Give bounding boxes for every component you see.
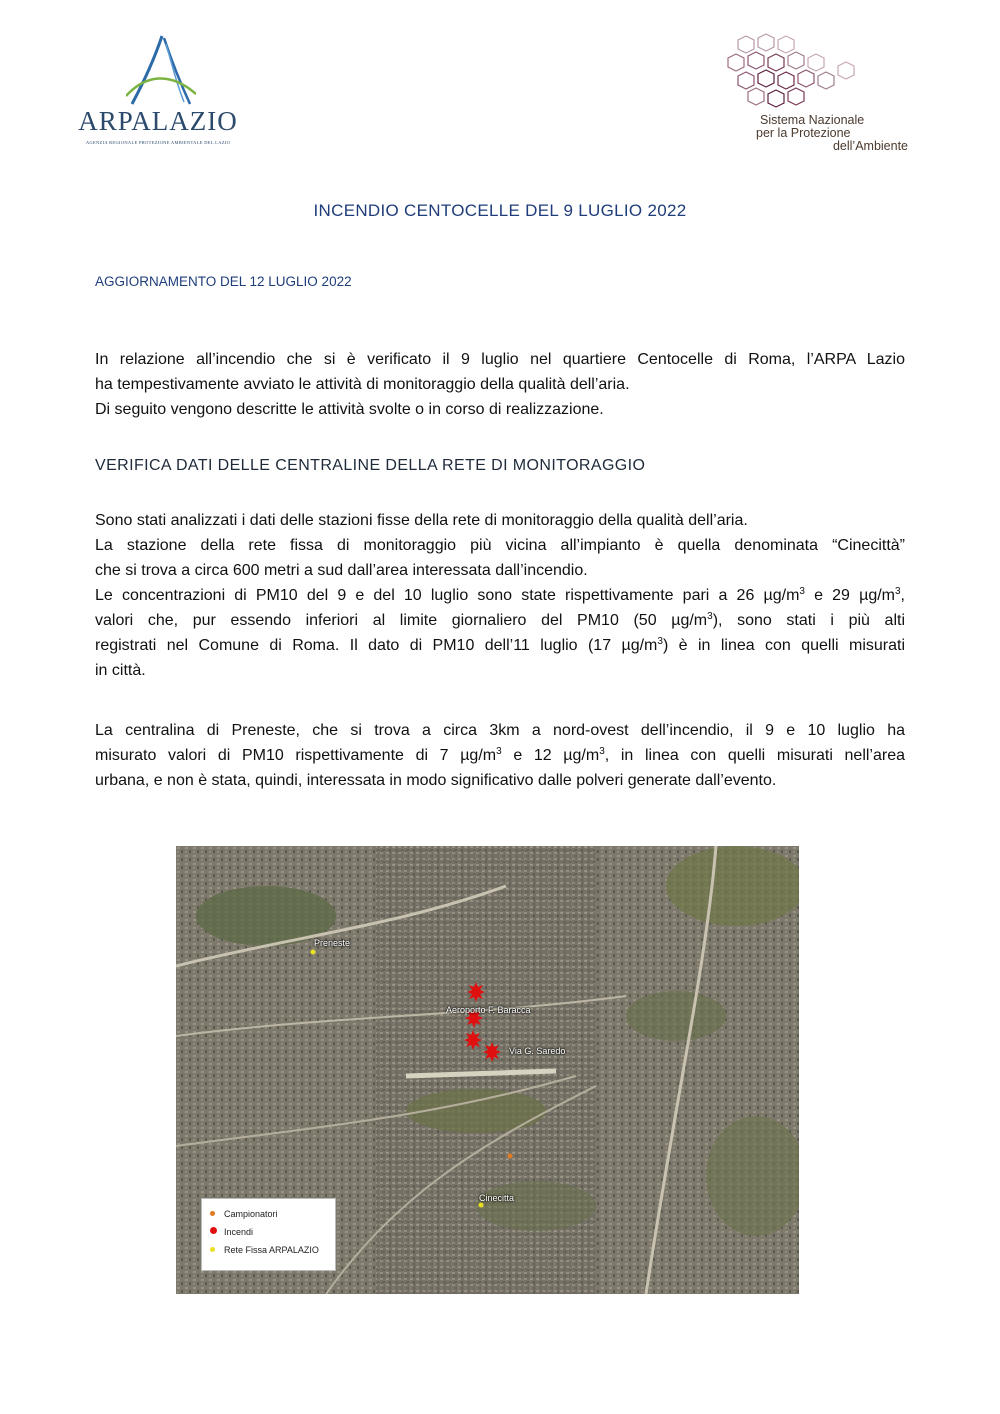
body-line: registrati nel Comune di Roma. Il dato di PM10 dell’11 luglio (17 $\mu g/m^3$) è in linea con quelli misurati	[95, 636, 905, 654]
body-line: La centralina di Preneste, che si trova a circa 3km a nord-ovest dell’incendio, il 9 e 10 luglio ha	[95, 722, 905, 739]
arpalazio-logo	[78, 34, 238, 154]
body-line: misurato valori di PM10 rispettivamente di 7 $\mu g/m^3$ e 12 $\mu g/m^3$, in linea con quelli misurati nell’area	[95, 746, 906, 764]
body-line: Le concentrazioni di PM10 del 9 e del 10 luglio sono state rispettivamente pari a 26 $\mu g/m^3$ e 29 $\mu g/m^3$,	[95, 586, 905, 604]
body-line: urbana, e non è stata, quindi, interessata in modo significativo dalle polveri generate dall’evento.	[95, 772, 777, 789]
snpa-line-1: Sistema Nazionale	[760, 113, 865, 127]
snpa-line-3: dell’Ambiente	[832, 139, 908, 153]
document-title: INCENDIO CENTOCELLE DEL 9 LUGLIO 2022	[313, 201, 687, 220]
snpa-logo-text	[756, 114, 926, 153]
update-date: AGGIORNAMENTO DEL 12 LUGLIO 2022	[95, 274, 352, 289]
map-label-preneste: Preneste	[314, 938, 351, 948]
orange-dot-icon	[210, 1211, 215, 1216]
snpa-logo	[724, 30, 924, 160]
stations-paragraph	[95, 508, 905, 683]
body-line: Sono stati analizzati i dati delle stazioni fisse della rete di monitoraggio della qualità dell’aria.	[95, 512, 748, 529]
fire-burst-icon	[210, 1227, 217, 1234]
arpalazio-logo-subtitle: AGENZIA REGIONALE PROTEZIONE AMBIENTALE DEL LAZIO	[85, 140, 231, 145]
intro-line: ha tempestivamente avviato le attività di monitoraggio della qualità dell’aria.	[95, 376, 630, 393]
section-heading: VERIFICA DATI DELLE CENTRALINE DELLA RETE DI MONITORAGGIO	[95, 457, 646, 474]
body-line: che si trova a circa 600 metri a sud dall’area interessata dall’incendio.	[95, 562, 588, 579]
arpalazio-emblem-icon	[126, 34, 196, 106]
snpa-hexagons-icon	[724, 30, 924, 120]
legend-item-campionatori: Campionatori	[210, 1209, 278, 1219]
body-line: in città.	[95, 662, 146, 679]
preneste-paragraph	[95, 718, 905, 793]
body-line: La stazione della rete fissa di monitoraggio più vicina all’impianto è quella denominata “Cinecittà”	[95, 537, 905, 554]
yellow-dot-icon	[210, 1247, 215, 1252]
intro-line: In relazione all’incendio che si è verificato il 9 luglio nel quartiere Centocelle di Roma, l’ARPA Lazio	[95, 351, 905, 368]
map-legend	[201, 1198, 336, 1271]
legend-item-incendi: Incendi	[210, 1227, 253, 1237]
map-label-aeroporto: Aeroporto F. Baracca	[446, 1005, 531, 1015]
intro-line: Di seguito vengono descritte le attività svolte o in corso di realizzazione.	[95, 401, 604, 418]
intro-paragraph	[95, 347, 905, 422]
map-label-saredo: Via G. Saredo	[509, 1046, 566, 1056]
body-line: valori che, pur essendo inferiori al limite giornaliero del PM10 (50 $\mu g/m^3$), sono stati i più alti	[95, 611, 905, 629]
satellite-map	[176, 846, 799, 1294]
legend-item-rete: Rete Fissa ARPALAZIO	[210, 1245, 319, 1255]
arpalazio-logo-name: ARPALAZIO	[78, 106, 238, 136]
snpa-line-2: per la Protezione	[756, 126, 851, 140]
map-label-cinecitta: Cinecitta	[479, 1193, 515, 1203]
